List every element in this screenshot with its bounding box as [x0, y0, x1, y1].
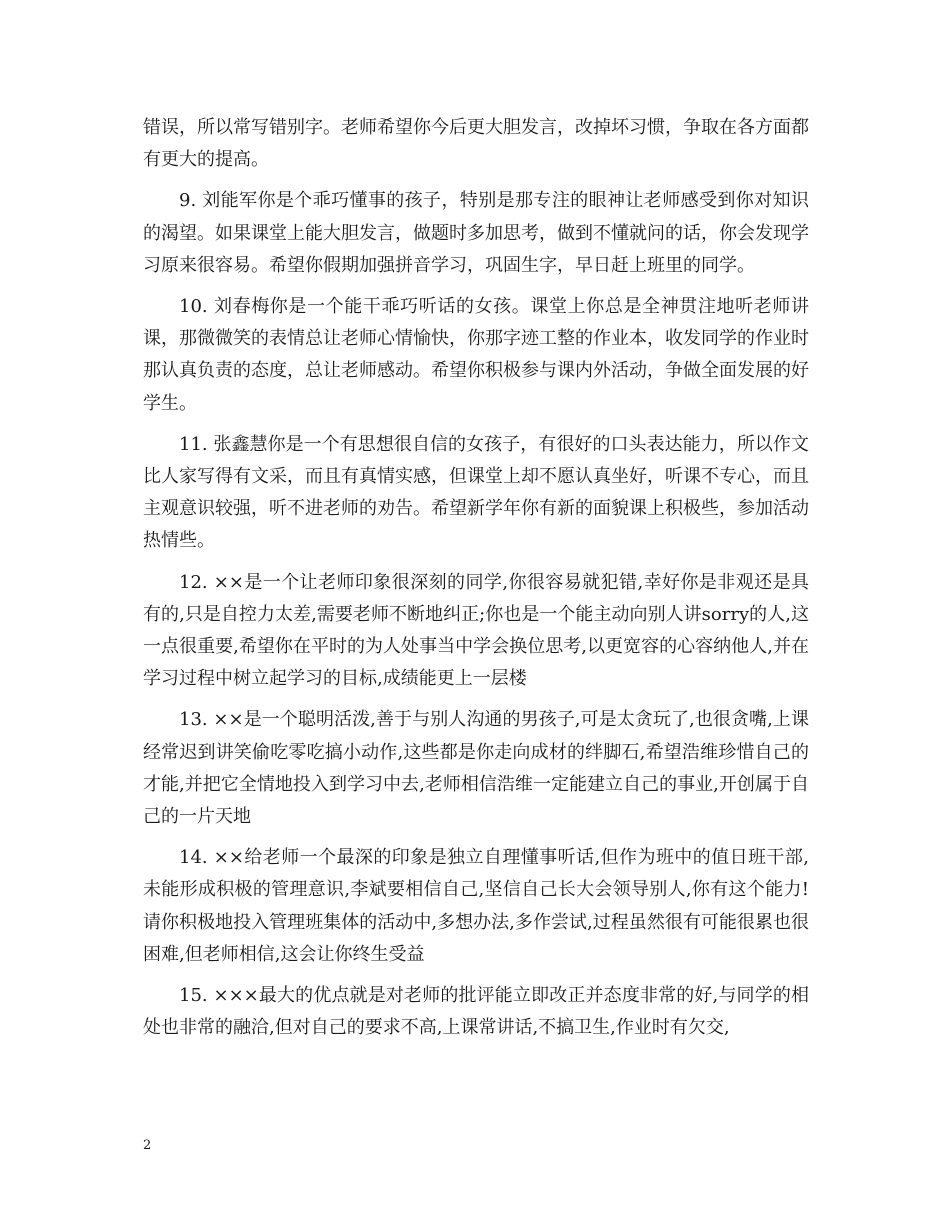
paragraph-comment-9: 9. 刘能军你是个乖巧懂事的孩子，特别是那专注的眼神让老师感受到你对知识的渴望。如果课堂上能大胆发言，做题时多加思考，做到不懂就问的话，你会发现学习原来很容易。希望你假期加强拼音学习，巩固生字，早日赶上班里的同学。	[143, 190, 809, 276]
paragraph-comment-13: 13. ××是一个聪明活泼,善于与别人沟通的男孩子,可是太贪玩了,也很贪嘴,上课经常迟到讲笑偷吃零吃搞小动作,这些都是你走向成材的绊脚石,希望浩维珍惜自己的才能,并把它全情地投入到学习中去,老师相信浩维一定能建立自己的事业,开创属于自己的一片天地	[143, 709, 809, 828]
paragraph-comment-15: 15. ×××最大的优点就是对老师的批评能立即改正并态度非常的好,与同学的相处也非常的融洽,但对自己的要求不高,上课常讲话,不搞卫生,作业时有欠交,	[143, 985, 809, 1039]
paragraph-comment-11: 11. 张鑫慧你是一个有思想很自信的女孩子，有很好的口头表达能力，所以作文比人家写得有文采，而且有真情实感，但课堂上却不愿认真坐好，听课不专心，而且主观意识较强，听不进老师的劝告。希望新学年你有新的面貌课上积极些，参加活动热情些。	[143, 433, 809, 552]
paragraph-comment-12: 12. ××是一个让老师印象很深刻的同学,你很容易就犯错,幸好你是非观还是具有的,只是自控力太差,需要老师不断地纠正;你也是一个能主动向别人讲sorry的人,这一点很重要,希望你在平时的为人处事当中学会换位思考,以更宽容的心容纳他人,并在学习过程中树立起学习的目标,成绩能更上一层楼	[143, 571, 809, 690]
document-body	[143, 112, 809, 1044]
page-number: 2	[143, 1138, 152, 1153]
paragraph-comment-10: 10. 刘春梅你是一个能干乖巧听话的女孩。课堂上你总是全神贯注地听老师讲课，那微微笑的表情总让老师心情愉快，你那字迹工整的作业本，收发同学的作业时那认真负责的态度，总让老师感动。希望你积极参与课内外活动，争做全面发展的好学生。	[143, 296, 809, 414]
paragraph-comment-14: 14. ××给老师一个最深的印象是独立自理懂事听话,但作为班中的值日班干部,未能形成积极的管理意识,李斌要相信自己,坚信自己长大会领导别人,你有这个能力!请你积极地投入管理班集体的活动中,多想办法,多作尝试,过程虽然很有可能很累也很困难,但老师相信,这会让你终生受益	[143, 847, 809, 965]
paragraph-continuation: 错误，所以常写错别字。老师希望你今后更大胆发言，改掉坏习惯，争取在各方面都有更大的提高。	[143, 117, 809, 171]
